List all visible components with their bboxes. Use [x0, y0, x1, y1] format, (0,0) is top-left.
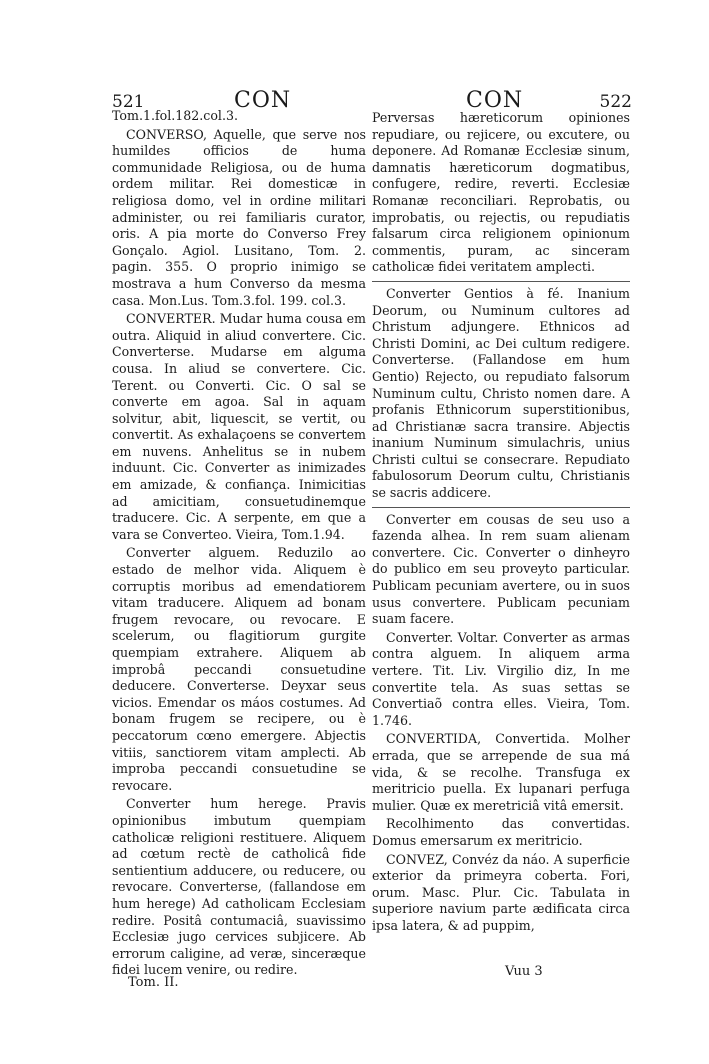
rule [372, 281, 630, 282]
entry-converter-herege: Converter hum herege. Pravis opinionibus imbutum quempiam catholicæ religioni restituere. Aliquem ad cœtum rectè de catholicâ fide sentientium adducere, ou reducere, ou revocare. Converterse, (fallandose em hum herege) Ad catholicam Ecclesiam redire. Positâ contumaciâ, suavissimo Ecclesiæ jugo cervices subjicere. Ab errorum caligine, ad veræ, sinceræque fidei lucem venire, ou redire. [112, 796, 366, 978]
page-number-right: 522 [599, 92, 632, 112]
entry-converter-gentios: Converter Gentios à fé. Inanium Deorum, ou Numinum cultores ad Christum adjungere. Ethnicos ad Christi Domini, ac Dei cultum redigere. Converterse. (Fallandose em hum Gentio) Rejecto, ou repudiato falsorum Numinum cultu, Christo nomen dare. A profanis Ethnicorum superstitionibus, ad Christianæ sacra transire. Abjectis inanium Numinum simulachris, unius Christi cultui se consecrare. Repudiato fabulosorum Deorum cultu, Christianis se sacris addicere. [372, 285, 630, 501]
headword-right: CON [466, 88, 524, 113]
entry-text: Tom.1.fol.182.col.3. [112, 108, 238, 123]
entry-convertida: CONVERTIDA, Convertida. Molher errada, que se arrepende de sua má vida, & se recolhe. Transfuga ex meritricio puella. Ex lupanari perfuga mulier. Quæ ex meretriciâ vitâ emersit. [372, 731, 630, 813]
rule [372, 507, 630, 508]
page-number-left: 521 [112, 92, 145, 112]
entry-convez: CONVEZ, Convéz da náo. A superficie exterior da primeyra coberta. Fori, orum. Masc. Plur. Cic. Tabulata in superiore navium parte ædificata circa ipsa latera, & ad puppim, [372, 851, 630, 933]
left-column [112, 108, 366, 979]
headword-left: CON [234, 88, 292, 113]
entry-text: Perversas hæreticorum opiniones repudiare, ou rejicere, ou excutere, ou deponere. Ad Romanæ Ecclesiæ sinum, damnatis hæreticorum dogmatibus, confugere, redire, reverti. Ecclesiæ Romanæ reconciliari. Reprobatis, ou improbatis, ou rejectis, ou repudiatis falsarum circa religionem opinionum commentis, puram, ac sinceram catholicæ fidei veritatem amplecti. [372, 110, 630, 275]
catchword: Tom. II. [128, 975, 179, 990]
entry-recolhimento: Recolhimento das convertidas. Domus emersarum ex meritricio. [372, 816, 630, 848]
entry-converso: CONVERSO, Aquelle, que serve nos humildes officios de huma communidade Religiosa, ou de huma ordem militar. Rei domesticæ in religiosa domo, vel in ordine militari administer, ou rei familiaris curator, oris. A pia morte do Converso Frey Gonçalo. Agiol. Lusitano, Tom. 2. pagin. 355. O proprio inimigo se mostrava a hum Converso da mesma casa. Mon.Lus. Tom.3.fol. 199. col.3. [112, 126, 366, 308]
entry-converter: CONVERTER. Mudar huma cousa em outra. Aliquid in aliud convertere. Cic. Converterse. Mudarse em alguma cousa. In aliud se convertere. Cic. Terent. ou Converti. Cic. O sal se converte em agoa. Sal in aquam solvitur, abit, liquescit, se vertit, ou convertit. As exhalaçoens se convertem em nuvens. Anhelitus se in nubem induunt. Cic. Converter as inimizades em amizade, & confiança. Inimicitias ad amicitiam, consuetudinemque traducere. Cic. A serpente, em que a vara se Converteo. Vieira, Tom.1.94. [112, 311, 367, 542]
entry-converter-alguem: Converter alguem. Reduzilo ao estado de melhor vida. Aliquem è corruptis moribus ad emendatiorem vitam traducere. Aliquem ad bonam frugem revocare, ou revocare. E scelerum, ou flagitiorum gurgite quempiam extrahere. Aliquem ab improbâ peccandi consuetudine deducere. Converterse. Deyxar seus vicios. Emendar os máos costumes. Ad bonam frugem se recipere, ou è peccatorum cœno emergere. Abjectis vitiis, sanctiorem vitam amplecti. Ab improba peccandi consuetudine se revocare. [112, 545, 366, 793]
right-column [372, 110, 630, 935]
entry-converter-voltar: Converter. Voltar. Converter as armas contra alguem. In aliquem arma vertere. Tit. Liv. Virgilio diz, In me convertite tela. As suas settas se Convertiaõ contra elles. Vieira, Tom. 1.746. [372, 629, 630, 728]
entry-converter-cousas: Converter em cousas de seu uso a fazenda alhea. In rem suam alienam convertere. Cic. Converter o dinheyro do publico em seu proveyto particular. Publicam pecuniam avertere, ou in suos usus convertere. Publicam pecuniam suam facere. [372, 511, 630, 627]
signature-mark: Vuu 3 [505, 964, 543, 979]
